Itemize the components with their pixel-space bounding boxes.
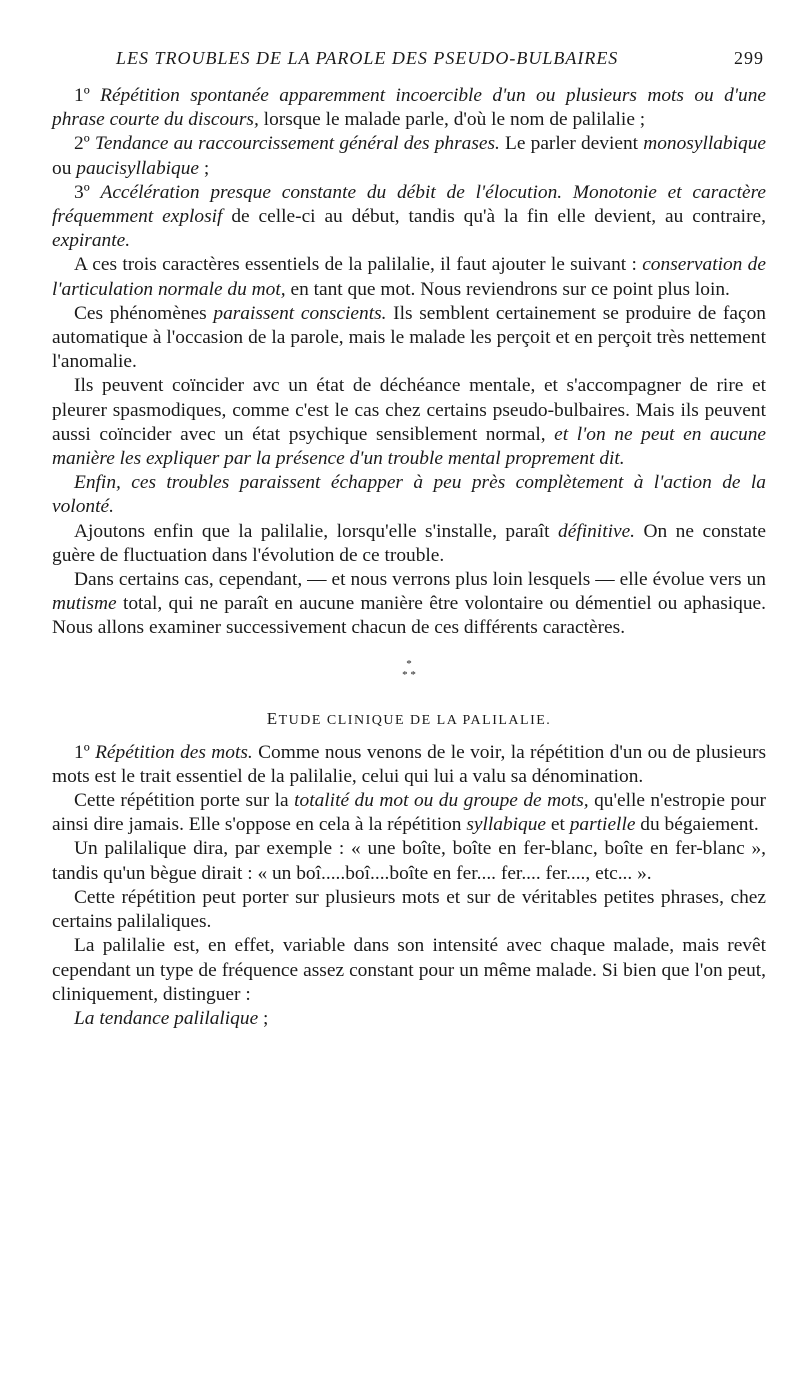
text: La palilalie est, en effet, variable dans son intensité avec chaque malade, mais revêt cependant un type de fréquence assez constant pour un même malade. Si bien que l'on peut, cliniquement, distinguer : xyxy=(52,935,766,1005)
paragraph xyxy=(52,741,766,789)
italic-text: expirante. xyxy=(52,230,131,252)
text: Ces phénomènes xyxy=(74,302,214,324)
running-header xyxy=(0,48,800,74)
italic-text: Tendance au raccourcissement général des phrases. xyxy=(94,133,500,155)
paragraph xyxy=(52,1007,766,1031)
text: en tant que mot. Nous reviendrons sur ce point plus loin. xyxy=(285,278,730,300)
italic-text: paraissent conscients. xyxy=(213,302,387,324)
text: ; xyxy=(199,157,210,179)
text: Ils peuvent coïncider avc un état de déchéance mentale, et s'accompagner de rire et pleurer spasmodiques, comme c'est le cas chez certains pseudo-bulbaires. Mais ils peuvent aussi coïncider avec un état psychique sensiblement normal, xyxy=(52,375,766,445)
paragraph xyxy=(52,789,766,837)
italic-text: définitive. xyxy=(558,520,636,542)
text: Le parler devient xyxy=(499,133,644,155)
item-number: 3º xyxy=(74,181,101,203)
text: Cette répétition peut porter sur plusieurs mots et sur de véritables petites phrases, chez certains palilaliques. xyxy=(52,886,766,933)
italic-text: syllabique xyxy=(466,814,547,836)
text: On ne constate guère de fluctuation dans l'évolution de ce trouble. xyxy=(52,520,766,566)
text: total, qui ne paraît en aucune manière être volontaire ou démentiel ou aphasique. Nous allons examiner successivement chacun de ces différents caractères. xyxy=(52,593,766,639)
italic-text: La tendance palilalique xyxy=(74,1007,259,1029)
italic-text: mutisme xyxy=(52,593,117,615)
item-number: 1º xyxy=(74,741,96,763)
paragraph xyxy=(52,837,766,885)
text: A ces trois caractères essentiels de la palilalie, il faut ajouter le suivant : xyxy=(74,254,643,276)
paragraph xyxy=(52,374,766,471)
asterism-separator xyxy=(52,659,766,693)
section-title-rest: TUDE CLINIQUE DE LA PALILALIE. xyxy=(278,712,552,728)
paragraph xyxy=(52,520,766,568)
paragraph xyxy=(52,253,766,301)
italic-text: Répétition des mots. xyxy=(95,741,253,763)
italic-text: et l'on ne peut en aucune manière les expliquer par la présence d'un trouble mental proprement dit. xyxy=(52,423,766,470)
paragraph xyxy=(52,132,766,180)
italic-text: Enfin, ces troubles paraissent échapper à peu près complètement à l'action de la volonté. xyxy=(52,472,766,518)
section-initial: E xyxy=(266,708,279,728)
italic-text: Répétition spontanée apparemment incoercible d'un ou plusieurs mots ou d'une phrase courte du discours, xyxy=(52,85,766,131)
paragraph xyxy=(52,302,766,375)
asterism-bottom: * * xyxy=(402,668,416,681)
italic-text: paucisyllabique xyxy=(76,157,200,179)
italic-text: conservation de l'articulation normale du mot, xyxy=(52,254,766,300)
paragraph xyxy=(52,84,766,132)
text: ; xyxy=(258,1007,269,1029)
italic-text: monosyllabique xyxy=(643,133,766,155)
text: Ils semblent certainement se produire de façon automatique à l'occasion de la parole, mais le malade les perçoit et en perçoit très nettement l'anomalie. xyxy=(52,302,766,373)
paragraph xyxy=(52,934,766,1007)
paragraph xyxy=(52,181,766,254)
text: Ajoutons enfin que la palilalie, lorsqu'elle s'installe, paraît xyxy=(74,520,559,542)
item-number: 1º xyxy=(74,85,101,106)
header-title: LES TROUBLES DE LA PAROLE DES PSEUDO-BULBAIRES xyxy=(116,48,619,68)
text: Comme nous venons de le voir, la répétition d'un ou de plusieurs mots est le trait essentiel de la palilalie, celui qui lui a valu sa dénomination. xyxy=(52,741,767,787)
page-number: 299 xyxy=(734,48,764,68)
text: qu'elle n'estropie pour ainsi dire jamais. Elle s'oppose en cela à la répétition xyxy=(52,790,767,836)
text: de celle-ci au début, tandis qu'à la fin elle devient, au contraire, xyxy=(222,206,766,228)
text: et xyxy=(546,814,570,836)
text: Dans certains cas, cependant, — et nous verrons plus loin lesquels — elle évolue vers un xyxy=(74,569,766,591)
italic-text: partielle xyxy=(569,814,636,836)
text: Cette répétition porte sur la xyxy=(74,790,295,812)
item-number: 2º xyxy=(74,133,95,155)
text: lorsque le malade parle, d'où le nom de palilalie ; xyxy=(258,109,646,131)
page-body xyxy=(52,84,766,1031)
text: ou xyxy=(52,157,77,179)
section-heading xyxy=(52,707,766,731)
italic-text: totalité du mot ou du groupe de mots, xyxy=(294,790,589,812)
text: Un palilalique dira, par exemple : « une boîte, boîte en fer-blanc, boîte en fer-blanc », tandis qu'un bègue dirait : « un boî.....boî....boîte en fer.... fer.... fer...., etc... ». xyxy=(52,838,766,884)
asterism-top: * xyxy=(406,657,412,670)
text: du bégaiement. xyxy=(635,814,759,836)
paragraph xyxy=(52,568,766,641)
paragraph xyxy=(52,886,766,934)
paragraph xyxy=(52,471,766,519)
italic-text: Accélération presque constante du débit de l'élocution. Monotonie et caractère fréquemment explosif xyxy=(52,181,767,228)
